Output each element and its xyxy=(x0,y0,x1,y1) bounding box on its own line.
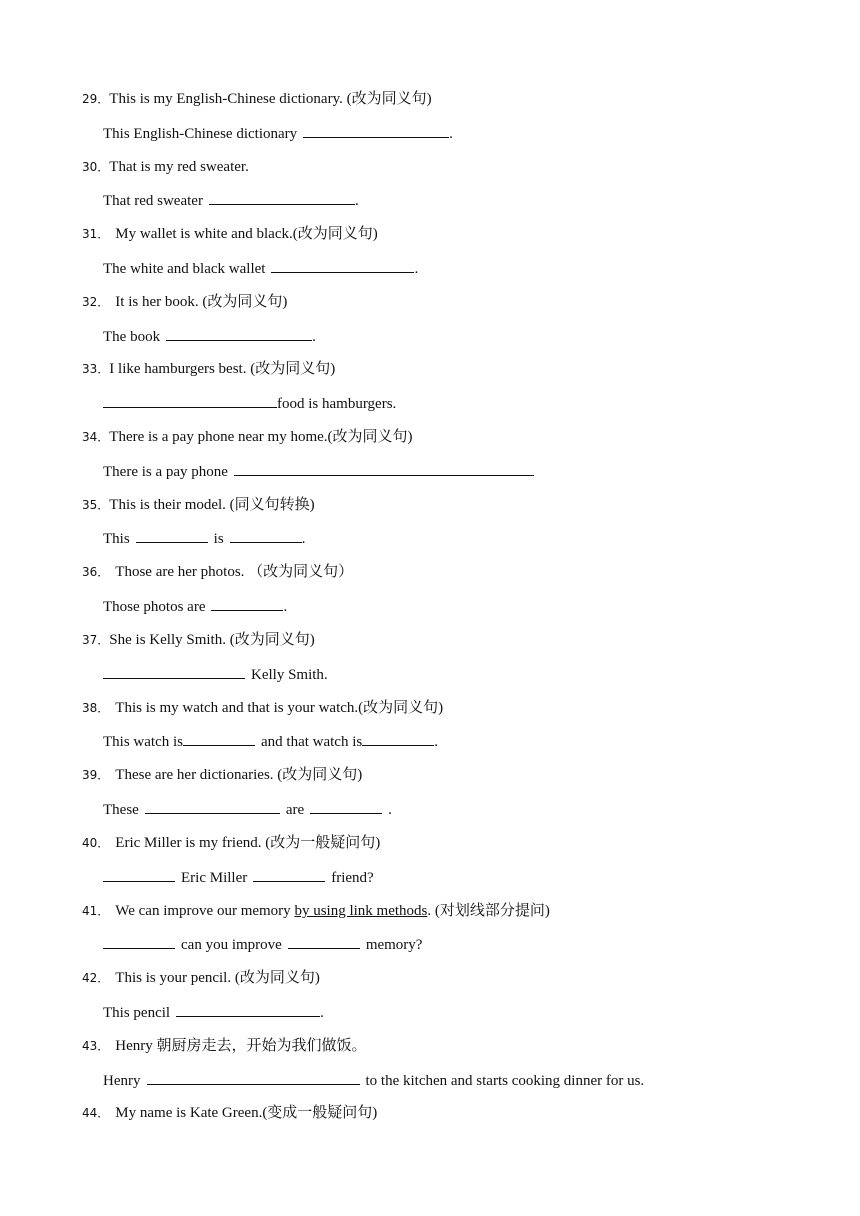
answer-blank[interactable] xyxy=(166,326,312,341)
answer-blank[interactable] xyxy=(103,393,277,408)
answer-blank[interactable] xyxy=(271,258,414,273)
answer-blank[interactable] xyxy=(183,731,255,746)
question-31: 31． My wallet is white and black.(改为同义句) xyxy=(82,226,378,242)
question-29: 29．This is my English-Chinese dictionary. (改为同义句) xyxy=(82,91,432,107)
answer-42: This pencil . xyxy=(103,1002,324,1023)
answer-blank[interactable] xyxy=(303,123,449,138)
answer-37: Kelly Smith. xyxy=(103,664,328,685)
answer-blank[interactable] xyxy=(211,596,283,611)
answer-31: The white and black wallet . xyxy=(103,258,418,279)
answer-blank[interactable] xyxy=(147,1070,360,1085)
answer-29: This English-Chinese dictionary . xyxy=(103,123,453,144)
question-32: 32． It is her book. (改为同义句) xyxy=(82,294,288,310)
question-44: 44． My name is Kate Green.(变成一般疑问句) xyxy=(82,1105,378,1121)
answer-33: food is hamburgers. xyxy=(103,393,396,414)
question-33: 33．I like hamburgers best. (改为同义句) xyxy=(82,361,336,377)
answer-blank[interactable] xyxy=(136,528,208,543)
answer-32: The book . xyxy=(103,326,316,347)
answer-blank[interactable] xyxy=(103,664,245,679)
answer-36: Those photos are . xyxy=(103,596,287,617)
answer-35: This is . xyxy=(103,528,305,549)
answer-blank[interactable] xyxy=(230,528,302,543)
answer-blank[interactable] xyxy=(209,190,355,205)
answer-43: Henry to the kitchen and starts cooking dinner for us. xyxy=(103,1070,644,1091)
underlined-part: by using link methods xyxy=(294,903,428,919)
question-34: 34．There is a pay phone near my home.(改为同义句) xyxy=(82,429,413,445)
answer-blank[interactable] xyxy=(234,461,534,476)
answer-blank[interactable] xyxy=(288,934,360,949)
question-35: 35．This is their model. (同义句转换) xyxy=(82,497,315,513)
answer-blank[interactable] xyxy=(310,799,382,814)
answer-38: This watch is and that watch is . xyxy=(103,731,438,752)
question-38: 38． This is my watch and that is your watch.(改为同义句) xyxy=(82,700,444,716)
question-30: 30．That is my red sweater. xyxy=(82,159,249,175)
question-40: 40． Eric Miller is my friend. (改为一般疑问句) xyxy=(82,835,381,851)
answer-34: There is a pay phone xyxy=(103,461,534,482)
question-37: 37．She is Kelly Smith. (改为同义句) xyxy=(82,632,315,648)
answer-blank[interactable] xyxy=(362,731,434,746)
answer-blank[interactable] xyxy=(253,867,325,882)
question-43: 43． Henry 朝厨房走去，开始为我们做饭。 xyxy=(82,1038,367,1054)
question-42: 42． This is your pencil. (改为同义句) xyxy=(82,970,320,986)
answer-blank[interactable] xyxy=(103,934,175,949)
answer-41: can you improve memory? xyxy=(103,934,422,955)
answer-40: Eric Miller friend? xyxy=(103,867,374,888)
question-36: 36． Those are her photos. （改为同义句） xyxy=(82,564,354,580)
answer-39: These are . xyxy=(103,799,392,820)
answer-blank[interactable] xyxy=(103,867,175,882)
answer-30: That red sweater . xyxy=(103,190,359,211)
answer-blank[interactable] xyxy=(176,1002,320,1017)
question-41: 41． We can improve our memory by using link methods. (对划线部分提问) xyxy=(82,903,550,919)
answer-blank[interactable] xyxy=(145,799,280,814)
question-39: 39． These are her dictionaries. (改为同义句) xyxy=(82,767,363,783)
